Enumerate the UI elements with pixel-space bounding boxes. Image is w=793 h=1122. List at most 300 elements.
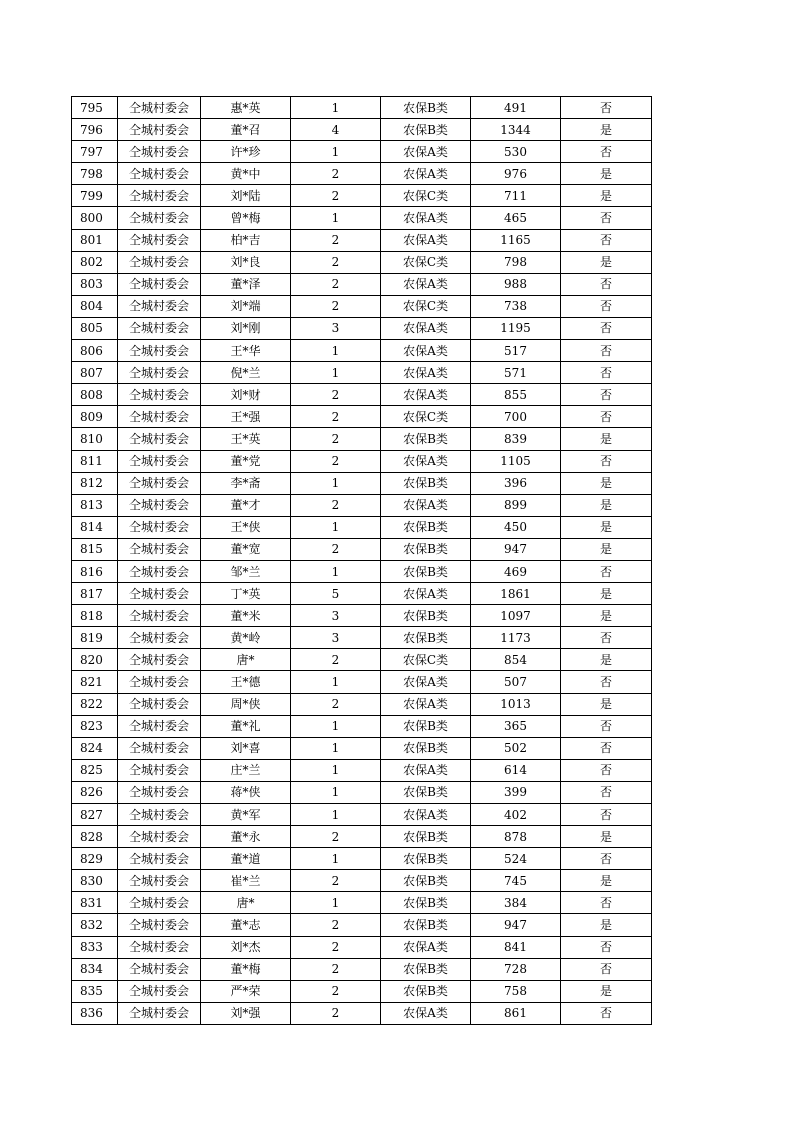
- amount-cell: 571: [471, 362, 561, 384]
- table-row: [72, 781, 652, 803]
- insurance-type-cell: 农保A类: [381, 229, 471, 251]
- insurance-type-cell: 农保C类: [381, 295, 471, 317]
- row-number-cell: 815: [72, 538, 118, 560]
- table-row: [72, 737, 652, 759]
- row-number-cell: 808: [72, 384, 118, 406]
- name-cell: 崔*兰: [201, 870, 291, 892]
- name-cell: 许*珍: [201, 141, 291, 163]
- table-row: [72, 516, 652, 538]
- flag-cell: 否: [561, 229, 652, 251]
- name-cell: 董*党: [201, 450, 291, 472]
- amount-cell: 530: [471, 141, 561, 163]
- row-number-cell: 834: [72, 958, 118, 980]
- insurance-type-cell: 农保A类: [381, 384, 471, 406]
- table-row: [72, 362, 652, 384]
- table-row: [72, 958, 652, 980]
- household-size-cell: 1: [291, 97, 381, 119]
- amount-cell: 491: [471, 97, 561, 119]
- insurance-type-cell: 农保C类: [381, 406, 471, 428]
- flag-cell: 否: [561, 141, 652, 163]
- table-row: [72, 560, 652, 582]
- village-cell: 仝城村委会: [118, 384, 201, 406]
- row-number-cell: 803: [72, 273, 118, 295]
- flag-cell: 是: [561, 538, 652, 560]
- household-size-cell: 2: [291, 538, 381, 560]
- data-table: [71, 96, 652, 1025]
- amount-cell: 700: [471, 406, 561, 428]
- household-size-cell: 2: [291, 649, 381, 671]
- flag-cell: 否: [561, 671, 652, 693]
- flag-cell: 是: [561, 914, 652, 936]
- flag-cell: 否: [561, 958, 652, 980]
- insurance-type-cell: 农保B类: [381, 848, 471, 870]
- village-cell: 仝城村委会: [118, 207, 201, 229]
- village-cell: 仝城村委会: [118, 516, 201, 538]
- row-number-cell: 828: [72, 826, 118, 848]
- household-size-cell: 1: [291, 848, 381, 870]
- name-cell: 庄*兰: [201, 759, 291, 781]
- flag-cell: 否: [561, 384, 652, 406]
- row-number-cell: 801: [72, 229, 118, 251]
- row-number-cell: 813: [72, 494, 118, 516]
- amount-cell: 1097: [471, 605, 561, 627]
- table-row: [72, 826, 652, 848]
- name-cell: 董*米: [201, 605, 291, 627]
- table-row: [72, 649, 652, 671]
- insurance-type-cell: 农保A类: [381, 450, 471, 472]
- insurance-type-cell: 农保B类: [381, 538, 471, 560]
- household-size-cell: 3: [291, 627, 381, 649]
- amount-cell: 502: [471, 737, 561, 759]
- amount-cell: 976: [471, 163, 561, 185]
- household-size-cell: 2: [291, 980, 381, 1002]
- flag-cell: 是: [561, 119, 652, 141]
- row-number-cell: 826: [72, 781, 118, 803]
- table-row: [72, 892, 652, 914]
- table-body: [72, 97, 652, 1025]
- row-number-cell: 814: [72, 516, 118, 538]
- row-number-cell: 829: [72, 848, 118, 870]
- household-size-cell: 5: [291, 583, 381, 605]
- household-size-cell: 1: [291, 671, 381, 693]
- insurance-type-cell: 农保B类: [381, 737, 471, 759]
- household-size-cell: 2: [291, 428, 381, 450]
- amount-cell: 798: [471, 251, 561, 273]
- name-cell: 王*英: [201, 428, 291, 450]
- household-size-cell: 2: [291, 295, 381, 317]
- row-number-cell: 800: [72, 207, 118, 229]
- village-cell: 仝城村委会: [118, 892, 201, 914]
- flag-cell: 否: [561, 892, 652, 914]
- insurance-type-cell: 农保B类: [381, 914, 471, 936]
- amount-cell: 854: [471, 649, 561, 671]
- village-cell: 仝城村委会: [118, 494, 201, 516]
- name-cell: 董*梅: [201, 958, 291, 980]
- flag-cell: 是: [561, 870, 652, 892]
- table-row: [72, 759, 652, 781]
- household-size-cell: 2: [291, 870, 381, 892]
- table-row: [72, 384, 652, 406]
- name-cell: 刘*良: [201, 251, 291, 273]
- household-size-cell: 1: [291, 141, 381, 163]
- village-cell: 仝城村委会: [118, 538, 201, 560]
- household-size-cell: 1: [291, 715, 381, 737]
- amount-cell: 841: [471, 936, 561, 958]
- household-size-cell: 2: [291, 1002, 381, 1024]
- insurance-type-cell: 农保C类: [381, 251, 471, 273]
- amount-cell: 738: [471, 295, 561, 317]
- household-size-cell: 2: [291, 494, 381, 516]
- flag-cell: 否: [561, 340, 652, 362]
- amount-cell: 899: [471, 494, 561, 516]
- insurance-type-cell: 农保B类: [381, 560, 471, 582]
- amount-cell: 947: [471, 914, 561, 936]
- name-cell: 刘*杰: [201, 936, 291, 958]
- insurance-type-cell: 农保A类: [381, 804, 471, 826]
- row-number-cell: 823: [72, 715, 118, 737]
- row-number-cell: 832: [72, 914, 118, 936]
- amount-cell: 517: [471, 340, 561, 362]
- row-number-cell: 820: [72, 649, 118, 671]
- insurance-type-cell: 农保C类: [381, 185, 471, 207]
- village-cell: 仝城村委会: [118, 229, 201, 251]
- name-cell: 刘*陆: [201, 185, 291, 207]
- table-row: [72, 980, 652, 1002]
- row-number-cell: 811: [72, 450, 118, 472]
- amount-cell: 1195: [471, 317, 561, 339]
- row-number-cell: 798: [72, 163, 118, 185]
- village-cell: 仝城村委会: [118, 671, 201, 693]
- flag-cell: 否: [561, 362, 652, 384]
- table-row: [72, 163, 652, 185]
- row-number-cell: 835: [72, 980, 118, 1002]
- village-cell: 仝城村委会: [118, 1002, 201, 1024]
- amount-cell: 1165: [471, 229, 561, 251]
- insurance-type-cell: 农保B类: [381, 870, 471, 892]
- amount-cell: 878: [471, 826, 561, 848]
- table-row: [72, 715, 652, 737]
- amount-cell: 507: [471, 671, 561, 693]
- name-cell: 董*宽: [201, 538, 291, 560]
- name-cell: 蒋*侠: [201, 781, 291, 803]
- table-row: [72, 936, 652, 958]
- flag-cell: 是: [561, 649, 652, 671]
- household-size-cell: 3: [291, 605, 381, 627]
- village-cell: 仝城村委会: [118, 605, 201, 627]
- name-cell: 柏*吉: [201, 229, 291, 251]
- village-cell: 仝城村委会: [118, 406, 201, 428]
- row-number-cell: 810: [72, 428, 118, 450]
- row-number-cell: 797: [72, 141, 118, 163]
- amount-cell: 728: [471, 958, 561, 980]
- household-size-cell: 1: [291, 472, 381, 494]
- name-cell: 李*斋: [201, 472, 291, 494]
- name-cell: 董*召: [201, 119, 291, 141]
- household-size-cell: 1: [291, 804, 381, 826]
- name-cell: 王*德: [201, 671, 291, 693]
- table-row: [72, 119, 652, 141]
- household-size-cell: 1: [291, 892, 381, 914]
- amount-cell: 1861: [471, 583, 561, 605]
- household-size-cell: 1: [291, 516, 381, 538]
- village-cell: 仝城村委会: [118, 472, 201, 494]
- village-cell: 仝城村委会: [118, 362, 201, 384]
- insurance-type-cell: 农保B类: [381, 980, 471, 1002]
- flag-cell: 否: [561, 715, 652, 737]
- village-cell: 仝城村委会: [118, 826, 201, 848]
- name-cell: 刘*财: [201, 384, 291, 406]
- village-cell: 仝城村委会: [118, 163, 201, 185]
- row-number-cell: 802: [72, 251, 118, 273]
- amount-cell: 947: [471, 538, 561, 560]
- household-size-cell: 2: [291, 273, 381, 295]
- row-number-cell: 796: [72, 119, 118, 141]
- table-row: [72, 428, 652, 450]
- village-cell: 仝城村委会: [118, 450, 201, 472]
- insurance-type-cell: 农保B类: [381, 605, 471, 627]
- amount-cell: 1344: [471, 119, 561, 141]
- table-row: [72, 1002, 652, 1024]
- table-row: [72, 406, 652, 428]
- amount-cell: 399: [471, 781, 561, 803]
- table-row: [72, 472, 652, 494]
- name-cell: 倪*兰: [201, 362, 291, 384]
- household-size-cell: 1: [291, 737, 381, 759]
- village-cell: 仝城村委会: [118, 781, 201, 803]
- flag-cell: 否: [561, 737, 652, 759]
- row-number-cell: 804: [72, 295, 118, 317]
- name-cell: 黄*军: [201, 804, 291, 826]
- insurance-type-cell: 农保A类: [381, 1002, 471, 1024]
- amount-cell: 384: [471, 892, 561, 914]
- village-cell: 仝城村委会: [118, 649, 201, 671]
- row-number-cell: 812: [72, 472, 118, 494]
- household-size-cell: 1: [291, 781, 381, 803]
- insurance-type-cell: 农保B类: [381, 119, 471, 141]
- row-number-cell: 807: [72, 362, 118, 384]
- amount-cell: 861: [471, 1002, 561, 1024]
- table-row: [72, 141, 652, 163]
- insurance-type-cell: 农保B类: [381, 715, 471, 737]
- village-cell: 仝城村委会: [118, 958, 201, 980]
- insurance-type-cell: 农保A类: [381, 207, 471, 229]
- village-cell: 仝城村委会: [118, 627, 201, 649]
- table-row: [72, 605, 652, 627]
- insurance-type-cell: 农保A类: [381, 163, 471, 185]
- name-cell: 董*才: [201, 494, 291, 516]
- amount-cell: 1173: [471, 627, 561, 649]
- row-number-cell: 830: [72, 870, 118, 892]
- flag-cell: 是: [561, 251, 652, 273]
- table-row: [72, 870, 652, 892]
- flag-cell: 是: [561, 472, 652, 494]
- table-row: [72, 804, 652, 826]
- insurance-type-cell: 农保A类: [381, 759, 471, 781]
- flag-cell: 否: [561, 560, 652, 582]
- flag-cell: 否: [561, 804, 652, 826]
- insurance-type-cell: 农保A类: [381, 936, 471, 958]
- name-cell: 刘*刚: [201, 317, 291, 339]
- insurance-type-cell: 农保A类: [381, 273, 471, 295]
- household-size-cell: 2: [291, 914, 381, 936]
- flag-cell: 是: [561, 163, 652, 185]
- name-cell: 黄*岭: [201, 627, 291, 649]
- name-cell: 曾*梅: [201, 207, 291, 229]
- amount-cell: 988: [471, 273, 561, 295]
- table-row: [72, 494, 652, 516]
- amount-cell: 402: [471, 804, 561, 826]
- household-size-cell: 2: [291, 163, 381, 185]
- household-size-cell: 2: [291, 958, 381, 980]
- amount-cell: 465: [471, 207, 561, 229]
- village-cell: 仝城村委会: [118, 295, 201, 317]
- row-number-cell: 818: [72, 605, 118, 627]
- insurance-type-cell: 农保B类: [381, 627, 471, 649]
- amount-cell: 711: [471, 185, 561, 207]
- insurance-type-cell: 农保A类: [381, 671, 471, 693]
- household-size-cell: 2: [291, 229, 381, 251]
- flag-cell: 是: [561, 980, 652, 1002]
- flag-cell: 否: [561, 781, 652, 803]
- name-cell: 惠*英: [201, 97, 291, 119]
- flag-cell: 是: [561, 185, 652, 207]
- name-cell: 王*强: [201, 406, 291, 428]
- insurance-type-cell: 农保B类: [381, 472, 471, 494]
- row-number-cell: 799: [72, 185, 118, 207]
- insurance-type-cell: 农保A类: [381, 693, 471, 715]
- household-size-cell: 2: [291, 693, 381, 715]
- table-row: [72, 693, 652, 715]
- village-cell: 仝城村委会: [118, 804, 201, 826]
- name-cell: 唐*: [201, 892, 291, 914]
- row-number-cell: 831: [72, 892, 118, 914]
- name-cell: 丁*英: [201, 583, 291, 605]
- household-size-cell: 2: [291, 384, 381, 406]
- flag-cell: 否: [561, 97, 652, 119]
- table-row: [72, 207, 652, 229]
- household-size-cell: 1: [291, 207, 381, 229]
- village-cell: 仝城村委会: [118, 737, 201, 759]
- flag-cell: 是: [561, 693, 652, 715]
- household-size-cell: 2: [291, 450, 381, 472]
- flag-cell: 否: [561, 1002, 652, 1024]
- amount-cell: 1105: [471, 450, 561, 472]
- village-cell: 仝城村委会: [118, 715, 201, 737]
- name-cell: 唐*: [201, 649, 291, 671]
- name-cell: 刘*强: [201, 1002, 291, 1024]
- village-cell: 仝城村委会: [118, 560, 201, 582]
- village-cell: 仝城村委会: [118, 428, 201, 450]
- flag-cell: 是: [561, 583, 652, 605]
- name-cell: 董*礼: [201, 715, 291, 737]
- amount-cell: 1013: [471, 693, 561, 715]
- household-size-cell: 2: [291, 185, 381, 207]
- village-cell: 仝城村委会: [118, 251, 201, 273]
- insurance-type-cell: 农保A类: [381, 141, 471, 163]
- village-cell: 仝城村委会: [118, 848, 201, 870]
- insurance-type-cell: 农保B类: [381, 958, 471, 980]
- flag-cell: 是: [561, 516, 652, 538]
- household-size-cell: 2: [291, 826, 381, 848]
- table-row: [72, 340, 652, 362]
- name-cell: 王*华: [201, 340, 291, 362]
- household-size-cell: 1: [291, 362, 381, 384]
- insurance-type-cell: 农保B类: [381, 826, 471, 848]
- flag-cell: 否: [561, 295, 652, 317]
- row-number-cell: 806: [72, 340, 118, 362]
- row-number-cell: 795: [72, 97, 118, 119]
- village-cell: 仝城村委会: [118, 980, 201, 1002]
- name-cell: 黄*中: [201, 163, 291, 185]
- flag-cell: 是: [561, 494, 652, 516]
- village-cell: 仝城村委会: [118, 914, 201, 936]
- household-size-cell: 4: [291, 119, 381, 141]
- village-cell: 仝城村委会: [118, 317, 201, 339]
- insurance-type-cell: 农保B类: [381, 781, 471, 803]
- amount-cell: 524: [471, 848, 561, 870]
- row-number-cell: 821: [72, 671, 118, 693]
- row-number-cell: 833: [72, 936, 118, 958]
- village-cell: 仝城村委会: [118, 583, 201, 605]
- insurance-type-cell: 农保C类: [381, 649, 471, 671]
- name-cell: 董*道: [201, 848, 291, 870]
- name-cell: 邹*兰: [201, 560, 291, 582]
- household-size-cell: 1: [291, 759, 381, 781]
- row-number-cell: 825: [72, 759, 118, 781]
- table-row: [72, 848, 652, 870]
- table-row: [72, 317, 652, 339]
- flag-cell: 否: [561, 207, 652, 229]
- flag-cell: 否: [561, 848, 652, 870]
- table-row: [72, 914, 652, 936]
- insurance-type-cell: 农保A类: [381, 494, 471, 516]
- village-cell: 仝城村委会: [118, 141, 201, 163]
- table-row: [72, 671, 652, 693]
- household-size-cell: 2: [291, 936, 381, 958]
- amount-cell: 614: [471, 759, 561, 781]
- insurance-type-cell: 农保A类: [381, 317, 471, 339]
- amount-cell: 855: [471, 384, 561, 406]
- amount-cell: 745: [471, 870, 561, 892]
- flag-cell: 是: [561, 826, 652, 848]
- row-number-cell: 822: [72, 693, 118, 715]
- village-cell: 仝城村委会: [118, 759, 201, 781]
- table-row: [72, 627, 652, 649]
- household-size-cell: 1: [291, 340, 381, 362]
- amount-cell: 839: [471, 428, 561, 450]
- name-cell: 严*荣: [201, 980, 291, 1002]
- amount-cell: 450: [471, 516, 561, 538]
- flag-cell: 是: [561, 605, 652, 627]
- insurance-type-cell: 农保B类: [381, 516, 471, 538]
- table-row: [72, 583, 652, 605]
- table-row: [72, 229, 652, 251]
- insurance-type-cell: 农保B类: [381, 892, 471, 914]
- row-number-cell: 827: [72, 804, 118, 826]
- row-number-cell: 816: [72, 560, 118, 582]
- flag-cell: 否: [561, 627, 652, 649]
- insurance-type-cell: 农保B类: [381, 97, 471, 119]
- amount-cell: 365: [471, 715, 561, 737]
- household-size-cell: 2: [291, 251, 381, 273]
- flag-cell: 否: [561, 273, 652, 295]
- row-number-cell: 809: [72, 406, 118, 428]
- row-number-cell: 805: [72, 317, 118, 339]
- table-row: [72, 538, 652, 560]
- name-cell: 刘*端: [201, 295, 291, 317]
- village-cell: 仝城村委会: [118, 340, 201, 362]
- row-number-cell: 819: [72, 627, 118, 649]
